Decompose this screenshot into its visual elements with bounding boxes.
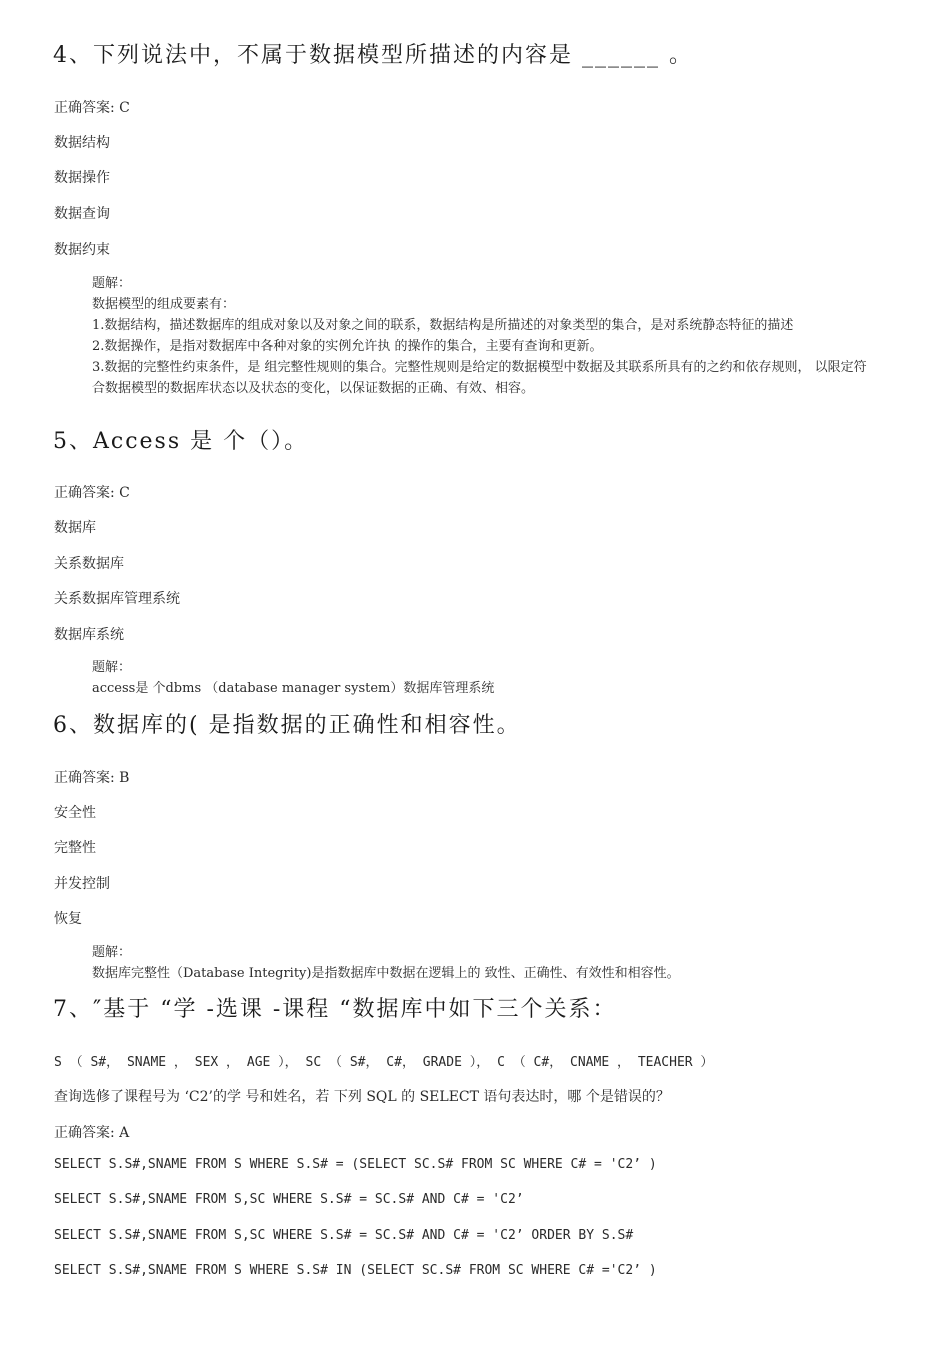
explanation-heading: 题解： [92,276,132,291]
explanation-block [92,273,872,399]
question-title: 4、下列说法中，不属于数据模型所描述的内容是 ______ 。 [53,43,693,68]
option-text: SELECT S.S#,SNAME FROM S,SC WHERE S.S# = SC.S# AND C# = 'C2’ [54,1192,524,1207]
option-text: SELECT S.S#,SNAME FROM S,SC WHERE S.S# = SC.S# AND C# = 'C2’ ORDER BY S.S# [54,1228,634,1243]
explanation-block [92,942,872,984]
explanation-line: access是 个dbms （database manager system）数据库管理系统 [92,681,495,696]
question-title: 7、″基于 “学 -选课 -课程 “数据库中如下三个关系： [53,997,617,1022]
explanation-line: 1.数据结构，描述数据库的组成对象以及对象之间的联系，数据结构是所描述的对象类型的集合，是对系统静态特征的描述 [92,318,794,333]
explanation-line: 数据库完整性（Database Integrity)是指数据库中数据在逻辑上的 致性、正确性、有效性和相容性。 [92,966,680,981]
option-text: 数据库系统 [54,627,124,643]
option-text: 完整性 [54,840,96,856]
option-text: 恢复 [54,911,82,927]
question-prompt: 查询选修了课程号为 ‘C2’的学 号和姓名，若 下列 SQL 的 SELECT 语句表达时，哪 个是错误的？ [54,1089,670,1105]
option-text: 数据约束 [54,242,110,258]
option-text: 数据库 [54,520,96,536]
correct-answer: 正确答案: A [54,1125,130,1141]
explanation-heading: 题解： [92,945,132,960]
relations-text: S （ S#， SNAME ， SEX ， AGE ）， SC （ S#， C#， GRADE ）， C （ C#， CNAME ， TEACHER ） [54,1055,714,1070]
option-text: 关系数据库 [54,556,124,572]
question-title: 6、数据库的( 是指数据的正确性和相容性。 [53,713,521,738]
option-text: 并发控制 [54,876,110,892]
option-text: 数据操作 [54,170,110,186]
correct-answer: 正确答案: C [54,100,130,116]
option-text: 关系数据库管理系统 [54,591,180,607]
option-text: SELECT S.S#,SNAME FROM S WHERE S.S# = (SELECT SC.S# FROM SC WHERE C# = 'C2’ ) [54,1157,657,1172]
correct-answer: 正确答案: B [54,770,130,786]
option-text: 安全性 [54,805,96,821]
explanation-line: 2.数据操作，是指对数据库中各种对象的实例允许执 的操作的集合，主要有查询和更新。 [92,339,603,354]
option-text: SELECT S.S#,SNAME FROM S WHERE S.S# IN (SELECT SC.S# FROM SC WHERE C# ='C2’ ) [54,1263,657,1278]
explanation-heading: 题解： [92,660,132,675]
question-title: 5、Access 是 个（）。 [53,429,309,454]
explanation-block [92,657,872,699]
explanation-line: 3.数据的完整性约束条件，是 组完整性规则的集合。完整性规则是给定的数据模型中数据及其联系所具有的之约和依存规则， 以限定符合数据模型的数据库状态以及状态的变化，以保证数据的正确、有效、相容。 [92,360,867,396]
correct-answer: 正确答案: C [54,485,130,501]
option-text: 数据查询 [54,206,110,222]
option-text: 数据结构 [54,135,110,151]
explanation-line: 数据模型的组成要素有： [92,297,236,312]
